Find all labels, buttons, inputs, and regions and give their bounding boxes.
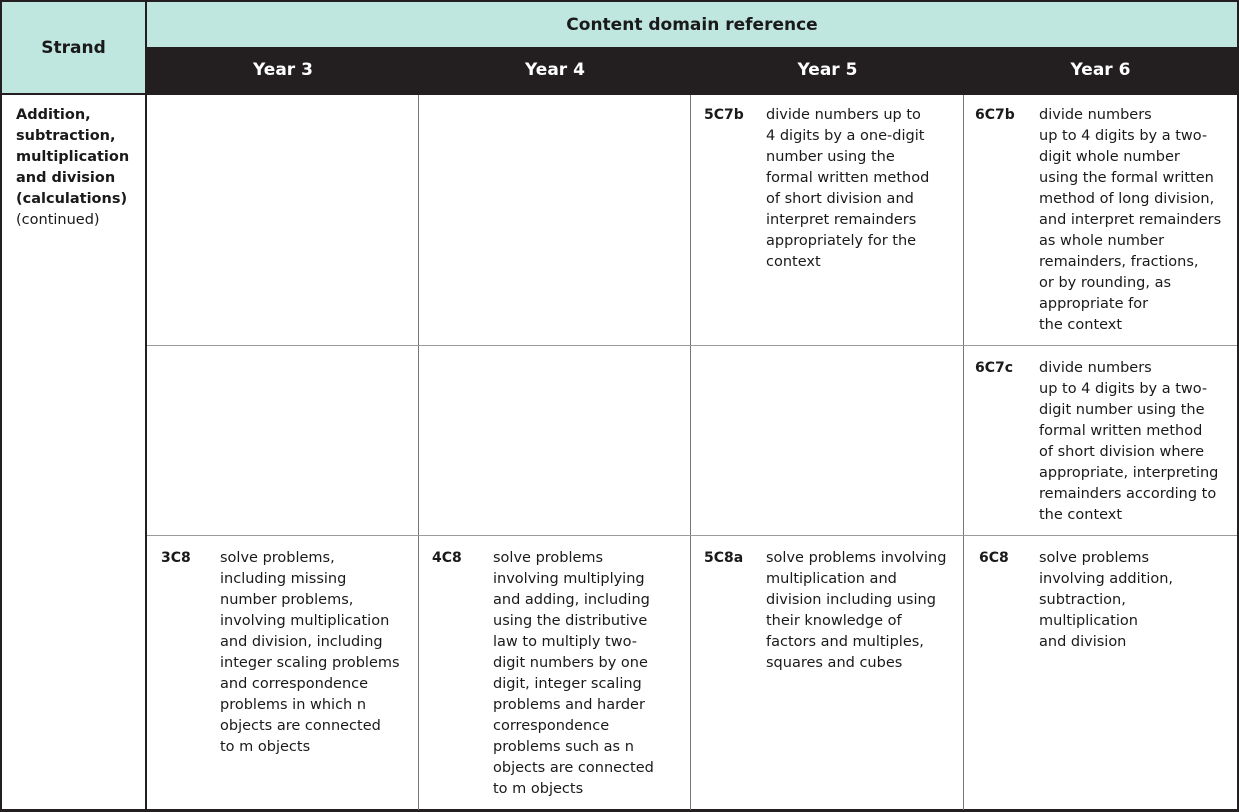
year-3-header: Year 3	[253, 60, 313, 80]
border-top	[0, 0, 1239, 2]
year-6-header: Year 6	[1070, 60, 1131, 80]
border-col-4	[418, 95, 419, 810]
year-4-header: Year 4	[525, 60, 585, 80]
desc-6C8: solve problems involving addition, subtraction, multiplication and division	[1039, 550, 1174, 650]
border-header-bottom	[0, 93, 1239, 95]
desc-3C8: solve problems, including missing number problems, involving multiplication and division, including integer scaling problems and correspondence problems in which n objects are connected to m objects	[220, 550, 400, 755]
desc-6C7b: divide numbers up to 4 digits by a two- digit whole number using the formal written method of long division, and interpret remainders as whole number remainders, fractions, or by rounding, as appropriate for the context	[1039, 107, 1222, 333]
desc-5C7b: divide numbers up to 4 digits by a one-digit number using the formal written method of short division and interpret remainders appropriately for the context	[766, 107, 930, 270]
code-6C8: 6C8	[979, 550, 1009, 566]
code-6C7c: 6C7c	[975, 360, 1014, 376]
strand-header	[2, 2, 145, 93]
code-4C8: 4C8	[432, 550, 462, 566]
code-3C8: 3C8	[161, 550, 191, 566]
content-domain-label: Content domain reference	[566, 14, 818, 35]
year-5-header: Year 5	[797, 60, 858, 80]
border-col-6	[963, 95, 964, 810]
border-col-5	[690, 95, 691, 810]
row-separator-2	[147, 535, 1237, 536]
strand-cell	[16, 105, 129, 231]
desc-4C8: solve problems involving multiplying and adding, including using the distributive law to multiply two- digit numbers by one digit, integer scaling problems and harder correspondence problems such as n objects are connected to m objects	[493, 550, 654, 797]
border-left	[0, 0, 2, 812]
desc-6C7c: divide numbers up to 4 digits by a two- digit number using the formal written method of short division where appropriate, interpreting remainders according to the context	[1039, 360, 1219, 523]
strand-note: (continued)	[16, 212, 100, 228]
code-5C8a: 5C8a	[704, 550, 744, 566]
border-strand	[145, 0, 147, 812]
strand-title: Addition, subtraction, multiplication and division (calculations)	[16, 107, 130, 207]
row-separator-1	[147, 345, 1237, 346]
content-domain-header	[147, 2, 1237, 47]
code-5C7b: 5C7b	[704, 107, 744, 123]
desc-5C8a: solve problems involving multiplication and division including using their knowledge of factors and multiples, squares and cubes	[766, 550, 947, 671]
strand-header-label: Strand	[41, 37, 106, 58]
code-6C7b: 6C7b	[975, 107, 1015, 123]
